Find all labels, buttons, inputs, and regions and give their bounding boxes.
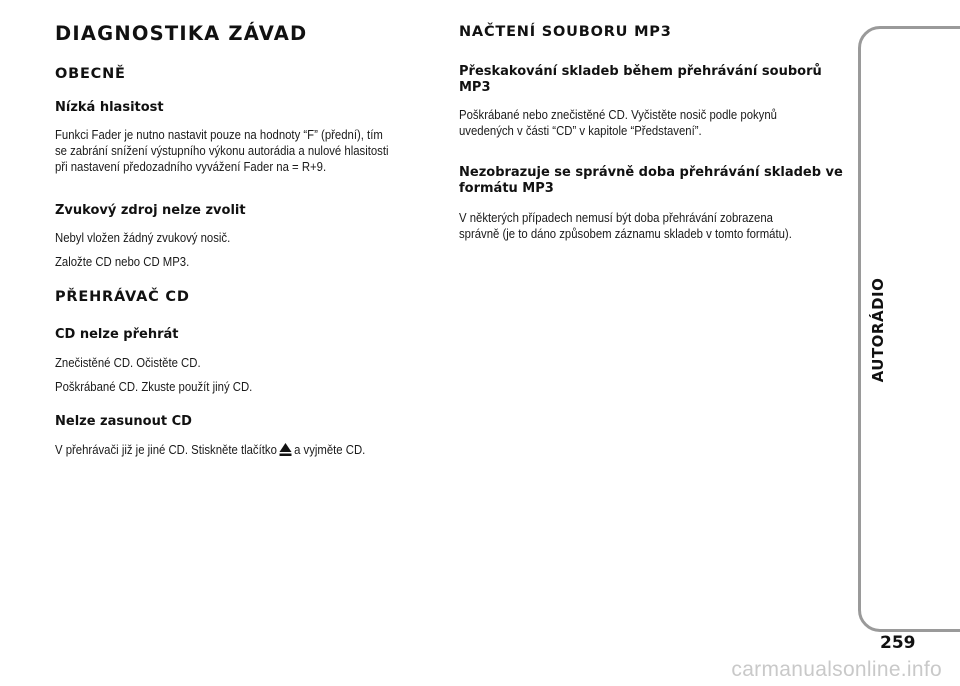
cd-no-insert-heading: Nelze zasunout CD bbox=[55, 414, 192, 429]
no-source-line-1: Nebyl vložen žádný zvukový nosič. bbox=[55, 230, 231, 245]
cd-no-play-heading: CD nelze přehrát bbox=[55, 327, 179, 342]
time-display-heading bbox=[459, 165, 843, 197]
time-display-heading-line: formátu MP3 bbox=[459, 181, 554, 196]
time-display-text bbox=[459, 210, 846, 242]
skipping-line: uvedených v části “CD” v kapitole “Představení”. bbox=[459, 123, 702, 138]
no-source-line-2: Založte CD nebo CD MP3. bbox=[55, 254, 190, 269]
section-heading-general: OBECNĚ bbox=[55, 66, 126, 82]
cd-no-play-line-2: Poškrábané CD. Zkuste použít jiný CD. bbox=[55, 379, 253, 394]
skipping-heading bbox=[459, 64, 822, 96]
skipping-line: Poškrábané nebo znečistěné CD. Vyčistěte nosič podle pokynů bbox=[459, 107, 777, 122]
time-display-heading-line: Nezobrazuje se správně doba přehrávání skladeb ve bbox=[459, 165, 843, 180]
section-heading-mp3: NAČTENÍ SOUBORU MP3 bbox=[459, 24, 672, 40]
cd-no-insert-text-before: V přehrávači již je jiné CD. Stiskněte tlačítko bbox=[55, 442, 277, 457]
side-tab-label: AUTORÁDIO bbox=[869, 277, 887, 383]
low-volume-line: při nastavení předozadního vyvážení Fader na = R+9. bbox=[55, 159, 327, 174]
low-volume-line: se zabrání snížení výstupního výkonu autorádia a nulové hlasitosti bbox=[55, 143, 389, 158]
cd-no-play-line-1: Znečistěné CD. Očistěte CD. bbox=[55, 355, 201, 370]
time-display-line: správně (je to dáno způsobem záznamu skladeb v tomto formátu). bbox=[459, 226, 792, 241]
skipping-heading-line: Přeskakování skladeb během přehrávání souborů bbox=[459, 64, 822, 79]
low-volume-heading: Nízká hlasitost bbox=[55, 100, 164, 115]
low-volume-line: Funkci Fader je nutno nastavit pouze na hodnoty “F” (přední), tím bbox=[55, 127, 383, 142]
eject-icon bbox=[279, 443, 291, 456]
time-display-line: V některých případech nemusí být doba přehrávání zobrazena bbox=[459, 210, 773, 225]
section-heading-cd: PŘEHRÁVAČ CD bbox=[55, 289, 190, 305]
cd-no-insert-text-after: a vyjměte CD. bbox=[294, 442, 366, 457]
watermark: carmanualsonline.info bbox=[731, 658, 942, 681]
page-title: DIAGNOSTIKA ZÁVAD bbox=[55, 22, 308, 45]
no-source-heading: Zvukový zdroj nelze zvolit bbox=[55, 203, 246, 218]
skipping-text bbox=[459, 107, 846, 139]
cd-no-insert-text bbox=[55, 442, 442, 458]
page-number: 259 bbox=[880, 633, 916, 653]
low-volume-text bbox=[55, 127, 442, 175]
skipping-heading-line: MP3 bbox=[459, 80, 491, 95]
